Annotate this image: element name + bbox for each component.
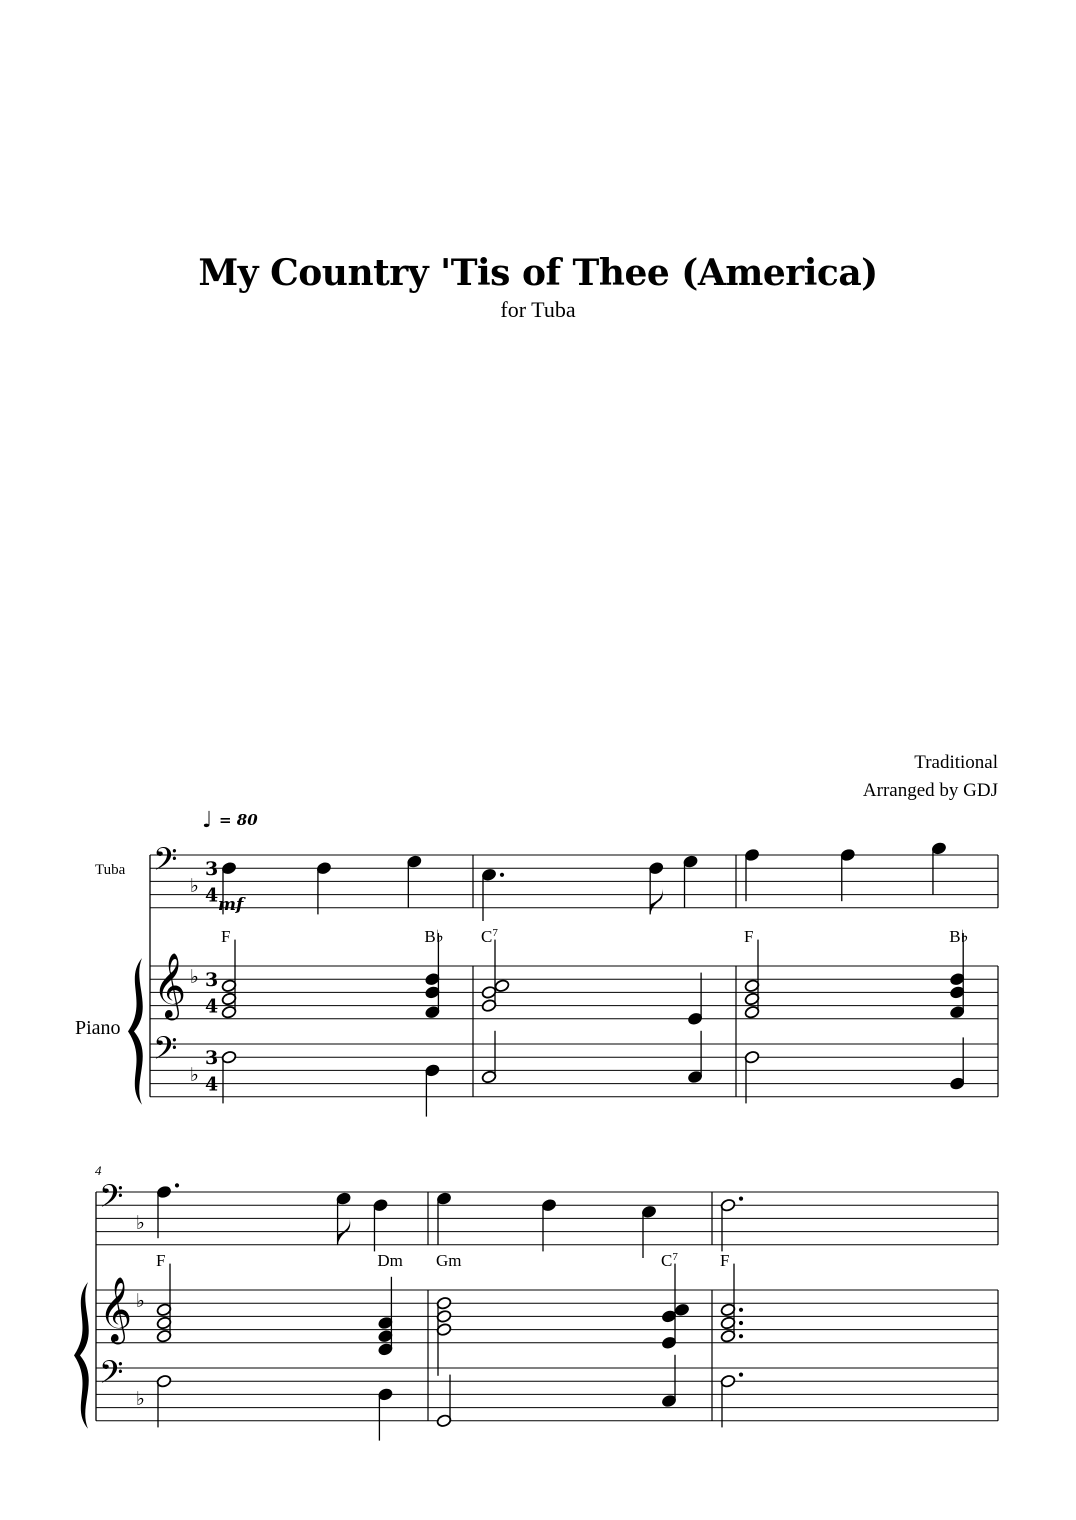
treble-clef-icon: 𝄞 [153, 953, 187, 1018]
chord-symbol: B♭ [949, 927, 969, 946]
bass-clef-icon: 𝄢 [153, 1030, 178, 1074]
chord-symbol: F [156, 1251, 166, 1270]
augmentation-dot [175, 1183, 179, 1187]
augmentation-dot [739, 1373, 743, 1377]
bass-clef-icon: 𝄢 [99, 1178, 124, 1222]
key-signature-flat: ♭ [136, 1212, 145, 1234]
piano-brace [74, 1282, 89, 1429]
augmentation-dot [739, 1308, 743, 1312]
note-head [674, 1303, 690, 1317]
tuba-label: Tuba [95, 862, 126, 878]
chord-symbol: F [744, 927, 754, 946]
key-signature-flat: ♭ [136, 1290, 145, 1313]
augmentation-dot [739, 1334, 743, 1338]
piano-label: Piano [75, 1017, 121, 1039]
augmentation-dot [739, 1197, 743, 1201]
composer-credit: Traditional [914, 752, 998, 773]
time-signature-top: 3 [205, 858, 219, 881]
key-signature-flat: ♭ [190, 875, 199, 897]
tempo-note-icon: ♩ [202, 808, 213, 833]
chord-symbol: Dm [377, 1251, 403, 1270]
chord-symbol: F [720, 1251, 730, 1270]
dynamic-marking: mf [218, 895, 244, 915]
augmentation-dot [739, 1321, 743, 1325]
chord-symbol: $C^7$ [661, 1251, 678, 1270]
piano-brace [128, 958, 143, 1105]
bass-clef-icon: 𝄢 [153, 841, 178, 885]
note-flag [650, 888, 663, 914]
score-layer [74, 841, 998, 1441]
key-signature-flat: ♭ [136, 1388, 145, 1410]
time-signature-top: 3 [205, 1047, 219, 1070]
measure-number: 4 [95, 1163, 102, 1178]
time-signature-bottom: 4 [205, 1073, 219, 1096]
chord-symbol: $C^7$ [481, 927, 498, 946]
score-title: My Country 'Tis of Thee (America) [198, 252, 878, 294]
treble-clef-icon: 𝄞 [99, 1277, 133, 1342]
chord-symbol: Gm [436, 1251, 462, 1270]
arranger-credit: Arranged by GDJ [862, 780, 998, 801]
tempo-marking: = 80 [219, 811, 258, 829]
time-signature-bottom: 4 [205, 884, 219, 907]
chord-symbol: F [221, 927, 231, 946]
note-head [494, 979, 510, 993]
score-subtitle: for Tuba [500, 297, 576, 322]
key-signature-flat: ♭ [190, 966, 199, 989]
time-signature-top: 3 [205, 969, 219, 992]
augmentation-dot [500, 873, 504, 877]
time-signature-bottom: 4 [205, 995, 219, 1018]
bass-clef-icon: 𝄢 [99, 1354, 124, 1398]
chord-symbol: B♭ [424, 927, 444, 946]
key-signature-flat: ♭ [190, 1064, 199, 1086]
